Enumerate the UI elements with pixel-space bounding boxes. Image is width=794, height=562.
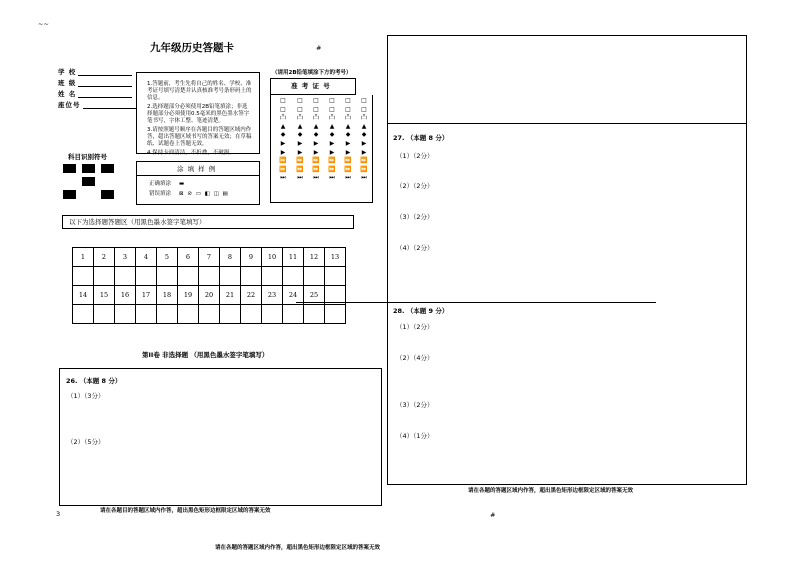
mc-number: 13	[325, 248, 346, 267]
mc-number: 4	[136, 248, 157, 267]
zk-bubble[interactable]: 凸	[328, 114, 335, 122]
field-name[interactable]	[58, 89, 132, 98]
zk-bubble[interactable]: ▶	[345, 139, 351, 147]
field-seat[interactable]	[58, 100, 137, 109]
zk-bubble[interactable]: ▶	[297, 148, 303, 156]
mc-answer-cell[interactable]	[115, 267, 136, 286]
zk-bubble[interactable]: □	[280, 97, 286, 104]
fill-correct-label: 正确填涂	[149, 181, 172, 187]
mc-number: 21	[220, 286, 241, 305]
zk-bubble[interactable]: ◆	[280, 131, 286, 139]
subject-code-label: 科目识别符号	[68, 153, 107, 161]
mc-answer-cell[interactable]	[325, 267, 346, 286]
corner-mark: ~~	[38, 20, 49, 28]
zk-label: 准 考 证 号	[291, 82, 331, 90]
zk-bubble[interactable]: ▶	[313, 148, 319, 156]
mc-number: 7	[199, 248, 220, 267]
zk-bubble[interactable]: ◆	[313, 131, 319, 139]
zk-bubble[interactable]: ⏩	[344, 165, 352, 173]
q28-title: 28. （本题 9 分）	[393, 307, 449, 315]
zk-digit-column[interactable]	[359, 97, 369, 183]
page-mark-left: 3	[56, 510, 61, 518]
fill-wrong-label: 错误填涂	[149, 191, 172, 197]
mc-number: 1	[73, 248, 94, 267]
mc-answer-cell[interactable]	[199, 267, 220, 286]
mc-number: 9	[241, 248, 262, 267]
zk-bubble[interactable]: □	[313, 105, 319, 113]
subject-code-block	[82, 177, 95, 186]
mc-answer-cell[interactable]	[94, 267, 115, 286]
mc-answer-cell[interactable]	[220, 267, 241, 286]
zk-bubble[interactable]: □	[313, 97, 319, 104]
zk-label-box	[270, 78, 356, 95]
zk-bubble[interactable]: ⏩	[279, 165, 287, 173]
mc-number: 24	[283, 286, 304, 305]
zk-bubble[interactable]: ▶	[313, 139, 319, 147]
q28-part: （1）（2分）	[396, 323, 434, 331]
q27-part: （2）（2分）	[396, 182, 434, 190]
zk-bubble[interactable]: □	[361, 105, 367, 113]
field-class-label: 班 级	[58, 79, 77, 87]
notice-item: 1.答题前，考生先将自己的姓名、学校、准考证号填写清楚并认真核准考号条形码上的信息。	[147, 81, 252, 101]
zk-bubble[interactable]: ⏩	[312, 165, 320, 173]
mc-answer-cell[interactable]	[73, 305, 94, 324]
zk-hint: （请用2B铅笔填涂下方的考号）	[272, 70, 352, 76]
mc-answer-grid	[72, 247, 346, 324]
zk-bubble[interactable]: ▶	[280, 148, 286, 156]
zk-bubble[interactable]: □	[297, 105, 303, 113]
mc-answer-row[interactable]	[73, 305, 346, 324]
q26-part: （1）（3分）	[67, 392, 105, 400]
field-school[interactable]	[58, 67, 132, 76]
zk-bubble[interactable]: ▶	[329, 148, 335, 156]
zk-bubble[interactable]: ▶	[329, 139, 335, 147]
field-school-label: 学 校	[58, 68, 77, 76]
zk-bubble[interactable]: □	[329, 97, 335, 104]
field-seat-label: 座位号	[58, 101, 81, 109]
mc-number: 11	[283, 248, 304, 267]
q28-part: （4）（1分）	[396, 432, 434, 440]
zk-bubble[interactable]: 凸	[344, 114, 351, 122]
zk-bubble[interactable]: ⏩	[312, 157, 320, 165]
zk-bubble[interactable]: ◆	[297, 131, 303, 139]
zk-digit-column[interactable]	[295, 97, 305, 183]
mc-number: 19	[178, 286, 199, 305]
zk-bubble[interactable]: ◆	[345, 131, 351, 139]
zk-bubble[interactable]: ⏩	[344, 157, 352, 165]
zk-bubble[interactable]: ⏩	[279, 157, 287, 165]
zk-bubble[interactable]: ⏩	[328, 165, 336, 173]
q28-part: （2）（4分）	[396, 354, 434, 362]
mc-number: 8	[220, 248, 241, 267]
mc-header-box	[62, 215, 354, 229]
right-divider	[387, 123, 747, 124]
zk-bubble[interactable]: □	[345, 105, 351, 113]
mc-number: 23	[262, 286, 283, 305]
mc-answer-cell[interactable]	[136, 305, 157, 324]
subject-code-block	[82, 164, 95, 173]
mc-answer-cell[interactable]	[220, 305, 241, 324]
mc-number: 18	[157, 286, 178, 305]
mc-answer-cell[interactable]	[262, 267, 283, 286]
zk-bubble[interactable]: ▲	[361, 122, 367, 130]
fill-wrong-marks: ⊠ ⊘ ▭ ◧ ◫ ▤	[179, 191, 229, 197]
zk-bubble[interactable]: ▶	[361, 139, 367, 147]
fill-example-box	[136, 161, 260, 205]
zk-bubble[interactable]: □	[280, 105, 286, 113]
mc-header: 以下为选择题答题区（用黑色墨水签字笔填写）	[69, 218, 206, 226]
q27-part: （3）（2分）	[396, 213, 434, 221]
part2-header: 第II卷 非选择题 （用黑色墨水签字笔填写）	[142, 351, 269, 359]
page-title: 九年级历史答题卡	[150, 42, 234, 54]
right-answer-panel	[387, 35, 747, 485]
zk-bubble[interactable]: ⏭	[361, 174, 367, 182]
mc-answer-cell[interactable]	[283, 305, 304, 324]
mc-number: 3	[115, 248, 136, 267]
zk-bubble[interactable]: □	[361, 97, 367, 104]
zk-bubble[interactable]: ⏩	[296, 157, 304, 165]
mc-number: 2	[94, 248, 115, 267]
mc-answer-cell[interactable]	[241, 267, 262, 286]
mc-number: 16	[115, 286, 136, 305]
subject-code-block	[101, 190, 114, 199]
mc-number: 20	[199, 286, 220, 305]
zk-bubble[interactable]: 凸	[279, 114, 286, 122]
mc-answer-cell[interactable]	[199, 305, 220, 324]
zk-bubble[interactable]: ▲	[313, 122, 319, 130]
mc-number: 22	[241, 286, 262, 305]
mc-number-row	[73, 248, 346, 267]
subject-code-block	[63, 190, 76, 199]
mc-answer-cell[interactable]	[241, 305, 262, 324]
mc-answer-cell[interactable]	[94, 305, 115, 324]
subject-code-block	[101, 164, 114, 173]
mc-number: 5	[157, 248, 178, 267]
mc-number: 14	[73, 286, 94, 305]
q27-part: （1）（2分）	[396, 152, 434, 160]
q26-title: 26. （本题 8 分）	[66, 377, 122, 385]
mc-answer-cell[interactable]	[178, 267, 199, 286]
zk-bubble[interactable]: ⏭	[329, 174, 335, 182]
zk-bubble[interactable]: ⏩	[296, 165, 304, 173]
zk-bubble[interactable]: ▶	[345, 148, 351, 156]
zk-digit-column[interactable]	[311, 97, 321, 183]
mc-number: 25	[304, 286, 325, 305]
fill-example-title: 涂 填 样 例	[177, 165, 217, 173]
mc-answer-cell[interactable]	[304, 305, 325, 324]
mc-answer-cell[interactable]	[283, 267, 304, 286]
zk-bubble[interactable]: ▲	[280, 122, 286, 130]
zk-bubble[interactable]: ⏭	[297, 174, 303, 182]
zk-bubble[interactable]: ⏭	[280, 174, 286, 182]
zk-bubble[interactable]: ▲	[297, 122, 303, 130]
mc-answer-cell[interactable]	[262, 305, 283, 324]
zk-bubble[interactable]: ⏩	[328, 157, 336, 165]
mc-number: 17	[136, 286, 157, 305]
field-name-label: 姓 名	[58, 90, 77, 98]
q27-part: （4）（2分）	[396, 244, 434, 252]
zk-bubble[interactable]: ⏩	[360, 165, 368, 173]
q28-part: （3）（2分）	[396, 401, 434, 409]
zk-bubble[interactable]: □	[329, 105, 335, 113]
subject-code-block	[63, 164, 76, 173]
notice-item: 2.选择题部分必须使用2B铅笔填涂；非选择题部分必须使用0.5毫米的黑色墨水签字笔书写，字体工整、笔迹清楚。	[147, 104, 250, 124]
zk-bubble[interactable]: 凸	[312, 114, 319, 122]
zk-bubble[interactable]: □	[297, 97, 303, 104]
mc-answer-cell[interactable]	[178, 305, 199, 324]
zk-bubble[interactable]: 凸	[360, 114, 367, 122]
zk-bubble[interactable]: □	[345, 97, 351, 104]
mc-answer-cell[interactable]	[157, 267, 178, 286]
fill-correct-mark: ▬	[179, 181, 185, 187]
zk-bubble[interactable]: ◆	[329, 131, 335, 139]
zk-digit-column[interactable]	[327, 97, 337, 183]
footer-bottom: 请在各题的答题区域内作答，超出黑色矩形边框限定区域的答案无效	[215, 545, 381, 551]
zk-bubble[interactable]: ⏭	[313, 174, 319, 182]
mc-answer-cell[interactable]	[325, 305, 346, 324]
footer-right: 请在各题的答题区域内作答，超出黑色矩形边框限定区域的答案无效	[468, 488, 634, 494]
zk-digit-column[interactable]	[278, 97, 288, 183]
zk-bubble[interactable]: ▶	[280, 139, 286, 147]
mc-answer-cell[interactable]	[115, 305, 136, 324]
zk-bubble[interactable]: ⏭	[345, 174, 351, 182]
zk-bubble[interactable]: ▶	[297, 139, 303, 147]
zk-bubble[interactable]: ⏩	[360, 157, 368, 165]
zk-bubble[interactable]: ◆	[361, 131, 367, 139]
q26-part: （2）（5分）	[67, 438, 105, 446]
field-class[interactable]	[58, 78, 132, 87]
hash-mark-top: #	[316, 44, 322, 52]
zk-bubble[interactable]: ▲	[329, 122, 335, 130]
hash-mark-bottom: #	[490, 511, 496, 519]
mc-answer-cell[interactable]	[136, 267, 157, 286]
mc-answer-cell[interactable]	[157, 305, 178, 324]
mc-answer-cell[interactable]	[73, 267, 94, 286]
mc-number: 15	[94, 286, 115, 305]
zk-bubble[interactable]: ▲	[345, 122, 351, 130]
notice-item: 3.请按照题号顺序在各题目的答题区域内作答，超出答题区域书写的答案无效；在草稿纸、试题卷上答题无效。	[147, 127, 252, 147]
q26-answer-area[interactable]	[59, 368, 382, 506]
zk-bubble[interactable]: ▶	[361, 148, 367, 156]
mc-answer-row[interactable]	[73, 267, 346, 286]
zk-digit-column[interactable]	[343, 97, 353, 183]
notice-item: 4.保持卡面清洁，不折叠，不破损。	[147, 150, 235, 156]
notice-box	[136, 72, 260, 154]
mc-number: 12	[304, 248, 325, 267]
mc-answer-cell[interactable]	[304, 267, 325, 286]
mc-number: 6	[178, 248, 199, 267]
footer-left: 请在各题目的答题区域内作答，超出黑色矩形边框限定区域的答案无效	[100, 508, 271, 514]
q27-title: 27. （本题 8 分）	[393, 134, 449, 142]
zk-bubble[interactable]: 凸	[296, 114, 303, 122]
mc-number: 10	[262, 248, 283, 267]
